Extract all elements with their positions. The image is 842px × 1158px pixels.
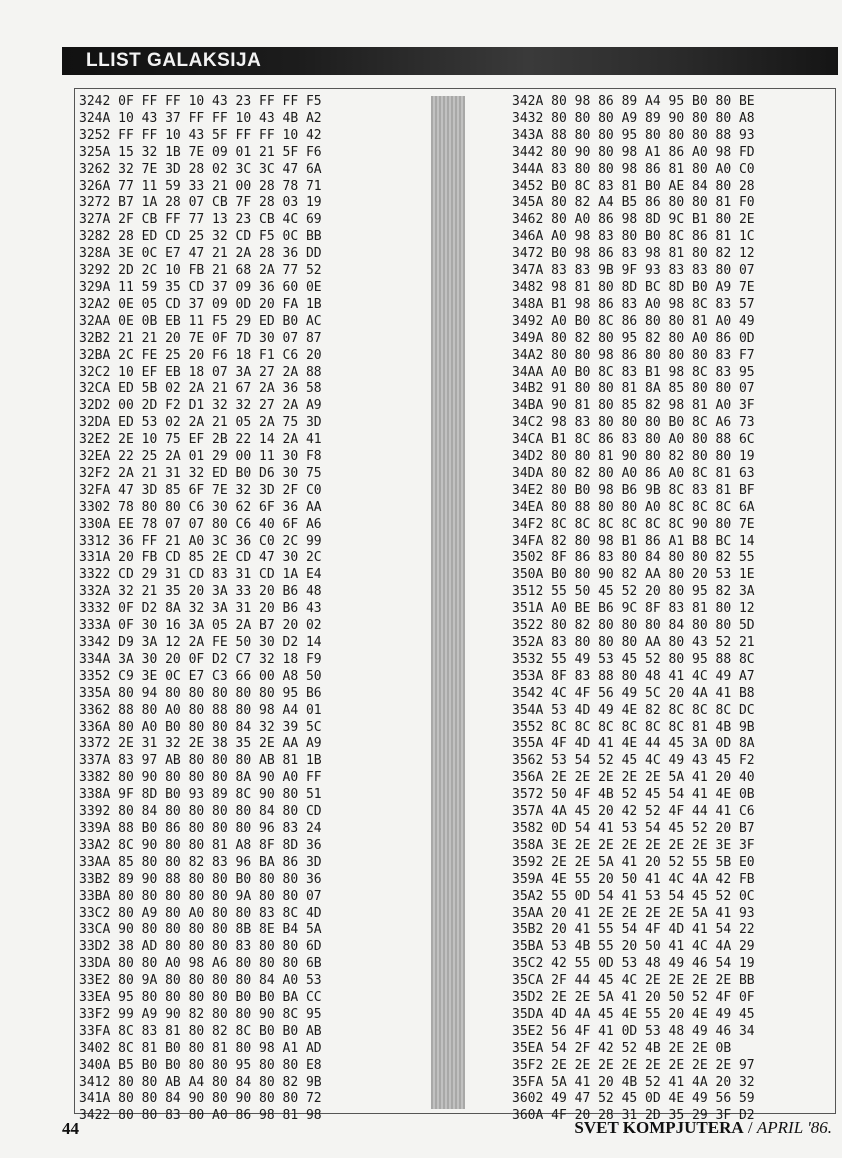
hex-line: 3362 88 80 A0 80 88 80 98 A4 01	[79, 702, 322, 718]
hex-line: 35BA 53 4B 55 20 50 41 4C 4A 29	[512, 939, 755, 955]
hex-line: 3292 2D 2C 10 FB 21 68 2A 77 52	[79, 263, 322, 279]
hex-line: 32FA 47 3D 85 6F 7E 32 3D 2F C0	[79, 482, 322, 498]
hex-line: 3332 0F D2 8A 32 3A 31 20 B6 43	[79, 601, 322, 617]
hex-line: 3522 80 82 80 80 80 84 80 80 5D	[512, 618, 755, 634]
hex-line: 34D2 80 80 81 90 80 82 80 80 19	[512, 449, 755, 465]
hex-line: 359A 4E 55 20 50 41 4C 4A 42 FB	[512, 871, 755, 887]
hex-line: 33CA 90 80 80 80 80 8B 8E B4 5A	[79, 922, 322, 938]
hex-line: 358A 3E 2E 2E 2E 2E 2E 2E 3E 3F	[512, 837, 755, 853]
hex-line: 35D2 2E 2E 5A 41 20 50 52 4F 0F	[512, 990, 755, 1006]
hex-line: 346A A0 98 83 80 B0 8C 86 81 1C	[512, 229, 755, 245]
hex-line: 347A 83 83 9B 9F 93 83 83 80 07	[512, 263, 755, 279]
hex-line: 3272 B7 1A 28 07 CB 7F 28 03 19	[79, 195, 322, 211]
hex-line: 34FA 82 80 98 B1 86 A1 B8 BC 14	[512, 533, 755, 549]
hex-line: 357A 4A 45 20 42 52 4F 44 41 C6	[512, 804, 755, 820]
footer-separator: /	[743, 1118, 757, 1137]
hex-line: 3382 80 90 80 80 80 8A 90 A0 FF	[79, 770, 322, 786]
hex-line: 341A 80 80 84 90 80 90 80 80 72	[79, 1091, 322, 1107]
hex-line: 356A 2E 2E 2E 2E 2E 5A 41 20 40	[512, 770, 755, 786]
hex-line: 330A EE 78 07 07 80 C6 40 6F A6	[79, 516, 322, 532]
magazine-footer	[574, 1118, 832, 1138]
hex-line: 3552 8C 8C 8C 8C 8C 8C 81 4B 9B	[512, 719, 755, 735]
hex-line: 3392 80 84 80 80 80 80 84 80 CD	[79, 804, 322, 820]
hex-line: 3372 2E 31 32 2E 38 35 2E AA A9	[79, 736, 322, 752]
hex-line: 3342 D9 3A 12 2A FE 50 30 D2 14	[79, 635, 322, 650]
hex-line: 3532 55 49 53 45 52 80 95 88 8C	[512, 651, 755, 667]
hex-line: 33F2 99 A9 90 82 80 80 90 8C 95	[79, 1006, 322, 1022]
hex-line: 32CA ED 5B 02 2A 21 67 2A 36 58	[79, 381, 322, 397]
hex-line: 329A 11 59 35 CD 37 09 36 60 0E	[79, 279, 322, 295]
hex-line: 340A B5 B0 B0 80 80 95 80 80 E8	[79, 1057, 322, 1073]
hex-line: 33DA 80 80 A0 98 A6 80 80 80 6B	[79, 956, 322, 972]
hex-line: 33FA 8C 83 81 80 82 8C B0 B0 AB	[79, 1023, 322, 1039]
hex-line: 343A 88 80 80 95 80 80 80 88 93	[512, 127, 755, 143]
hex-line: 34EA 80 88 80 80 A0 8C 8C 8C 6A	[512, 499, 755, 515]
magazine-issue: APRIL '86.	[756, 1118, 832, 1137]
hex-line: 35E2 56 4F 41 0D 53 48 49 46 34	[512, 1023, 755, 1039]
hex-line: 328A 3E 0C E7 47 21 2A 28 36 DD	[79, 246, 322, 262]
hex-line: 353A 8F 83 88 80 48 41 4C 49 A7	[512, 668, 755, 684]
hex-line: 3592 2E 2E 5A 41 20 52 55 5B E0	[512, 854, 755, 870]
hex-line: 3432 80 80 80 A9 89 90 80 80 A8	[512, 110, 755, 126]
hex-line: 3502 8F 86 83 80 84 80 80 82 55	[512, 550, 755, 566]
hex-line: 3302 78 80 80 C6 30 62 6F 36 AA	[79, 499, 322, 515]
hex-line: 360A 4F 20 28 31 2D 35 29 3F D2	[512, 1108, 755, 1124]
hex-line: 351A A0 BE B6 9C 8F 83 81 80 12	[512, 601, 755, 617]
hex-line: 3252 FF FF 10 43 5F FF FF 10 42	[79, 127, 322, 143]
hex-line: 33A2 8C 90 80 80 81 A8 8F 8D 36	[79, 837, 322, 853]
hex-line: 33BA 80 80 80 80 80 9A 80 80 07	[79, 888, 322, 904]
hex-line: 3262 32 7E 3D 28 02 3C 3C 47 6A	[79, 161, 322, 177]
hex-line: 3472 B0 98 86 83 98 81 80 82 12	[512, 246, 755, 262]
hex-line: 34BA 90 81 80 85 82 98 81 A0 3F	[512, 398, 755, 414]
hex-line: 32DA ED 53 02 2A 21 05 2A 75 3D	[79, 415, 322, 431]
hex-line: 336A 80 A0 B0 80 80 84 32 39 5C	[79, 719, 322, 735]
hex-line: 324A 10 43 37 FF FF 10 43 4B A2	[79, 110, 322, 126]
hex-line: 34A2 80 80 98 86 80 80 80 83 F7	[512, 347, 755, 363]
hex-listing-right	[512, 94, 755, 1125]
hex-line: 3242 0F FF FF 10 43 23 FF FF F5	[79, 94, 322, 109]
hex-line: 32E2 2E 10 75 EF 2B 22 14 2A 41	[79, 432, 322, 448]
hex-line: 32C2 10 EF EB 18 07 3A 27 2A 88	[79, 364, 322, 380]
hex-line: 33C2 80 A9 80 A0 80 80 83 8C 4D	[79, 905, 322, 921]
hex-line: 3322 CD 29 31 CD 83 31 CD 1A E4	[79, 567, 322, 583]
hex-line: 3312 36 FF 21 A0 3C 36 C0 2C 99	[79, 533, 322, 549]
hex-line: 3512 55 50 45 52 20 80 95 82 3A	[512, 584, 755, 600]
hex-line: 32D2 00 2D F2 D1 32 32 27 2A A9	[79, 398, 322, 414]
title-banner	[62, 47, 838, 75]
hex-line: 3352 C9 3E 0C E7 C3 66 00 A8 50	[79, 668, 322, 684]
hex-line: 32B2 21 21 20 7E 0F 7D 30 07 87	[79, 330, 322, 346]
hex-line: 350A B0 80 90 82 AA 80 20 53 1E	[512, 567, 755, 583]
hex-line: 348A B1 98 86 83 A0 98 8C 83 57	[512, 296, 755, 312]
hex-line: 34B2 91 80 80 81 8A 85 80 80 07	[512, 381, 755, 397]
hex-line: 331A 20 FB CD 85 2E CD 47 30 2C	[79, 550, 322, 566]
hex-line: 334A 3A 30 20 0F D2 C7 32 18 F9	[79, 651, 322, 667]
hex-line: 3422 80 80 83 80 A0 86 98 81 98	[79, 1108, 322, 1124]
hex-line: 33EA 95 80 80 80 80 B0 B0 BA CC	[79, 990, 322, 1006]
hex-line: 345A 80 82 A4 B5 86 80 80 81 F0	[512, 195, 755, 211]
hex-line: 332A 32 21 35 20 3A 33 20 B6 48	[79, 584, 322, 600]
hex-line: 3602 49 47 52 45 0D 4E 49 56 59	[512, 1091, 755, 1107]
hex-line: 34DA 80 82 80 A0 86 A0 8C 81 63	[512, 465, 755, 481]
hex-line: 34AA A0 B0 8C 83 B1 98 8C 83 95	[512, 364, 755, 380]
hex-line: 35C2 42 55 0D 53 48 49 46 54 19	[512, 956, 755, 972]
hex-line: 3462 80 A0 86 98 8D 9C B1 80 2E	[512, 212, 755, 228]
hex-line: 35FA 5A 41 20 4B 52 41 4A 20 32	[512, 1074, 755, 1090]
column-divider	[431, 96, 465, 1109]
hex-line: 3452 B0 8C 83 81 B0 AE 84 80 28	[512, 178, 755, 194]
hex-line: 342A 80 98 86 89 A4 95 B0 80 BE	[512, 94, 755, 109]
hex-line: 33AA 85 80 80 82 83 96 BA 86 3D	[79, 854, 322, 870]
hex-line: 3282 28 ED CD 25 32 CD F5 0C BB	[79, 229, 322, 245]
hex-line: 34CA B1 8C 86 83 80 A0 80 88 6C	[512, 432, 755, 448]
hex-line: 349A 80 82 80 95 82 80 A0 86 0D	[512, 330, 755, 346]
hex-line: 3402 8C 81 B0 80 81 80 98 A1 AD	[79, 1040, 322, 1056]
hex-line: 326A 77 11 59 33 21 00 28 78 71	[79, 178, 322, 194]
page-title: LLIST GALAKSIJA	[86, 50, 262, 71]
hex-line: 33B2 89 90 88 80 80 B0 80 80 36	[79, 871, 322, 887]
magazine-name: SVET KOMPJUTERA	[574, 1118, 744, 1137]
hex-line: 333A 0F 30 16 3A 05 2A B7 20 02	[79, 618, 322, 634]
hex-line: 344A 83 80 80 98 86 81 80 A0 C0	[512, 161, 755, 177]
hex-line: 335A 80 94 80 80 80 80 80 95 B6	[79, 685, 322, 701]
hex-line: 354A 53 4D 49 4E 82 8C 8C 8C DC	[512, 702, 755, 718]
hex-line: 3482 98 81 80 8D BC 8D B0 A9 7E	[512, 279, 755, 295]
hex-line: 35EA 54 2F 42 52 4B 2E 2E 0B	[512, 1040, 732, 1056]
hex-line: 35CA 2F 44 45 4C 2E 2E 2E 2E BB	[512, 973, 755, 989]
hex-line: 3582 0D 54 41 53 54 45 52 20 B7	[512, 820, 755, 836]
hex-line: 3442 80 90 80 98 A1 86 A0 98 FD	[512, 144, 755, 160]
hex-line: 34F2 8C 8C 8C 8C 8C 8C 90 80 7E	[512, 516, 755, 532]
hex-line: 32F2 2A 21 31 32 ED B0 D6 30 75	[79, 465, 322, 481]
hex-line: 3412 80 80 AB A4 80 84 80 82 9B	[79, 1074, 322, 1090]
hex-line: 339A 88 B0 86 80 80 80 96 83 24	[79, 820, 322, 836]
hex-line: 32A2 0E 05 CD 37 09 0D 20 FA 1B	[79, 296, 322, 312]
hex-line: 35AA 20 41 2E 2E 2E 2E 5A 41 93	[512, 905, 755, 921]
hex-line: 35A2 55 0D 54 41 53 54 45 52 0C	[512, 888, 755, 904]
hex-line: 33D2 38 AD 80 80 80 83 80 80 6D	[79, 939, 322, 955]
hex-line: 3492 A0 B0 8C 86 80 80 81 A0 49	[512, 313, 755, 329]
hex-line: 35F2 2E 2E 2E 2E 2E 2E 2E 2E 97	[512, 1057, 755, 1073]
hex-line: 3562 53 54 52 45 4C 49 43 45 F2	[512, 753, 755, 769]
hex-line: 327A 2F CB FF 77 13 23 CB 4C 69	[79, 212, 322, 228]
hex-line: 3542 4C 4F 56 49 5C 20 4A 41 B8	[512, 685, 755, 701]
hex-line: 3572 50 4F 4B 52 45 54 41 4E 0B	[512, 787, 755, 803]
hex-line: 32AA 0E 0B EB 11 F5 29 ED B0 AC	[79, 313, 322, 329]
hex-line: 34E2 80 B0 98 B6 9B 8C 83 81 BF	[512, 482, 755, 498]
hex-line: 32EA 22 25 2A 01 29 00 11 30 F8	[79, 449, 322, 465]
hex-line: 352A 83 80 80 80 AA 80 43 52 21	[512, 635, 755, 650]
hex-line: 338A 9F 8D B0 93 89 8C 90 80 51	[79, 787, 322, 803]
hex-line: 35B2 20 41 55 54 4F 4D 41 54 22	[512, 922, 755, 938]
hex-line: 33E2 80 9A 80 80 80 80 84 A0 53	[79, 973, 322, 989]
hex-line: 32BA 2C FE 25 20 F6 18 F1 C6 20	[79, 347, 322, 363]
hex-line: 35DA 4D 4A 45 4E 55 20 4E 49 45	[512, 1006, 755, 1022]
hex-line: 34C2 98 83 80 80 80 B0 8C A6 73	[512, 415, 755, 431]
hex-listing-left	[79, 94, 322, 1125]
hex-line: 325A 15 32 1B 7E 09 01 21 5F F6	[79, 144, 322, 160]
hex-line: 355A 4F 4D 41 4E 44 45 3A 0D 8A	[512, 736, 755, 752]
hex-line: 337A 83 97 AB 80 80 80 AB 81 1B	[79, 753, 322, 769]
page-number: 44	[62, 1119, 79, 1138]
